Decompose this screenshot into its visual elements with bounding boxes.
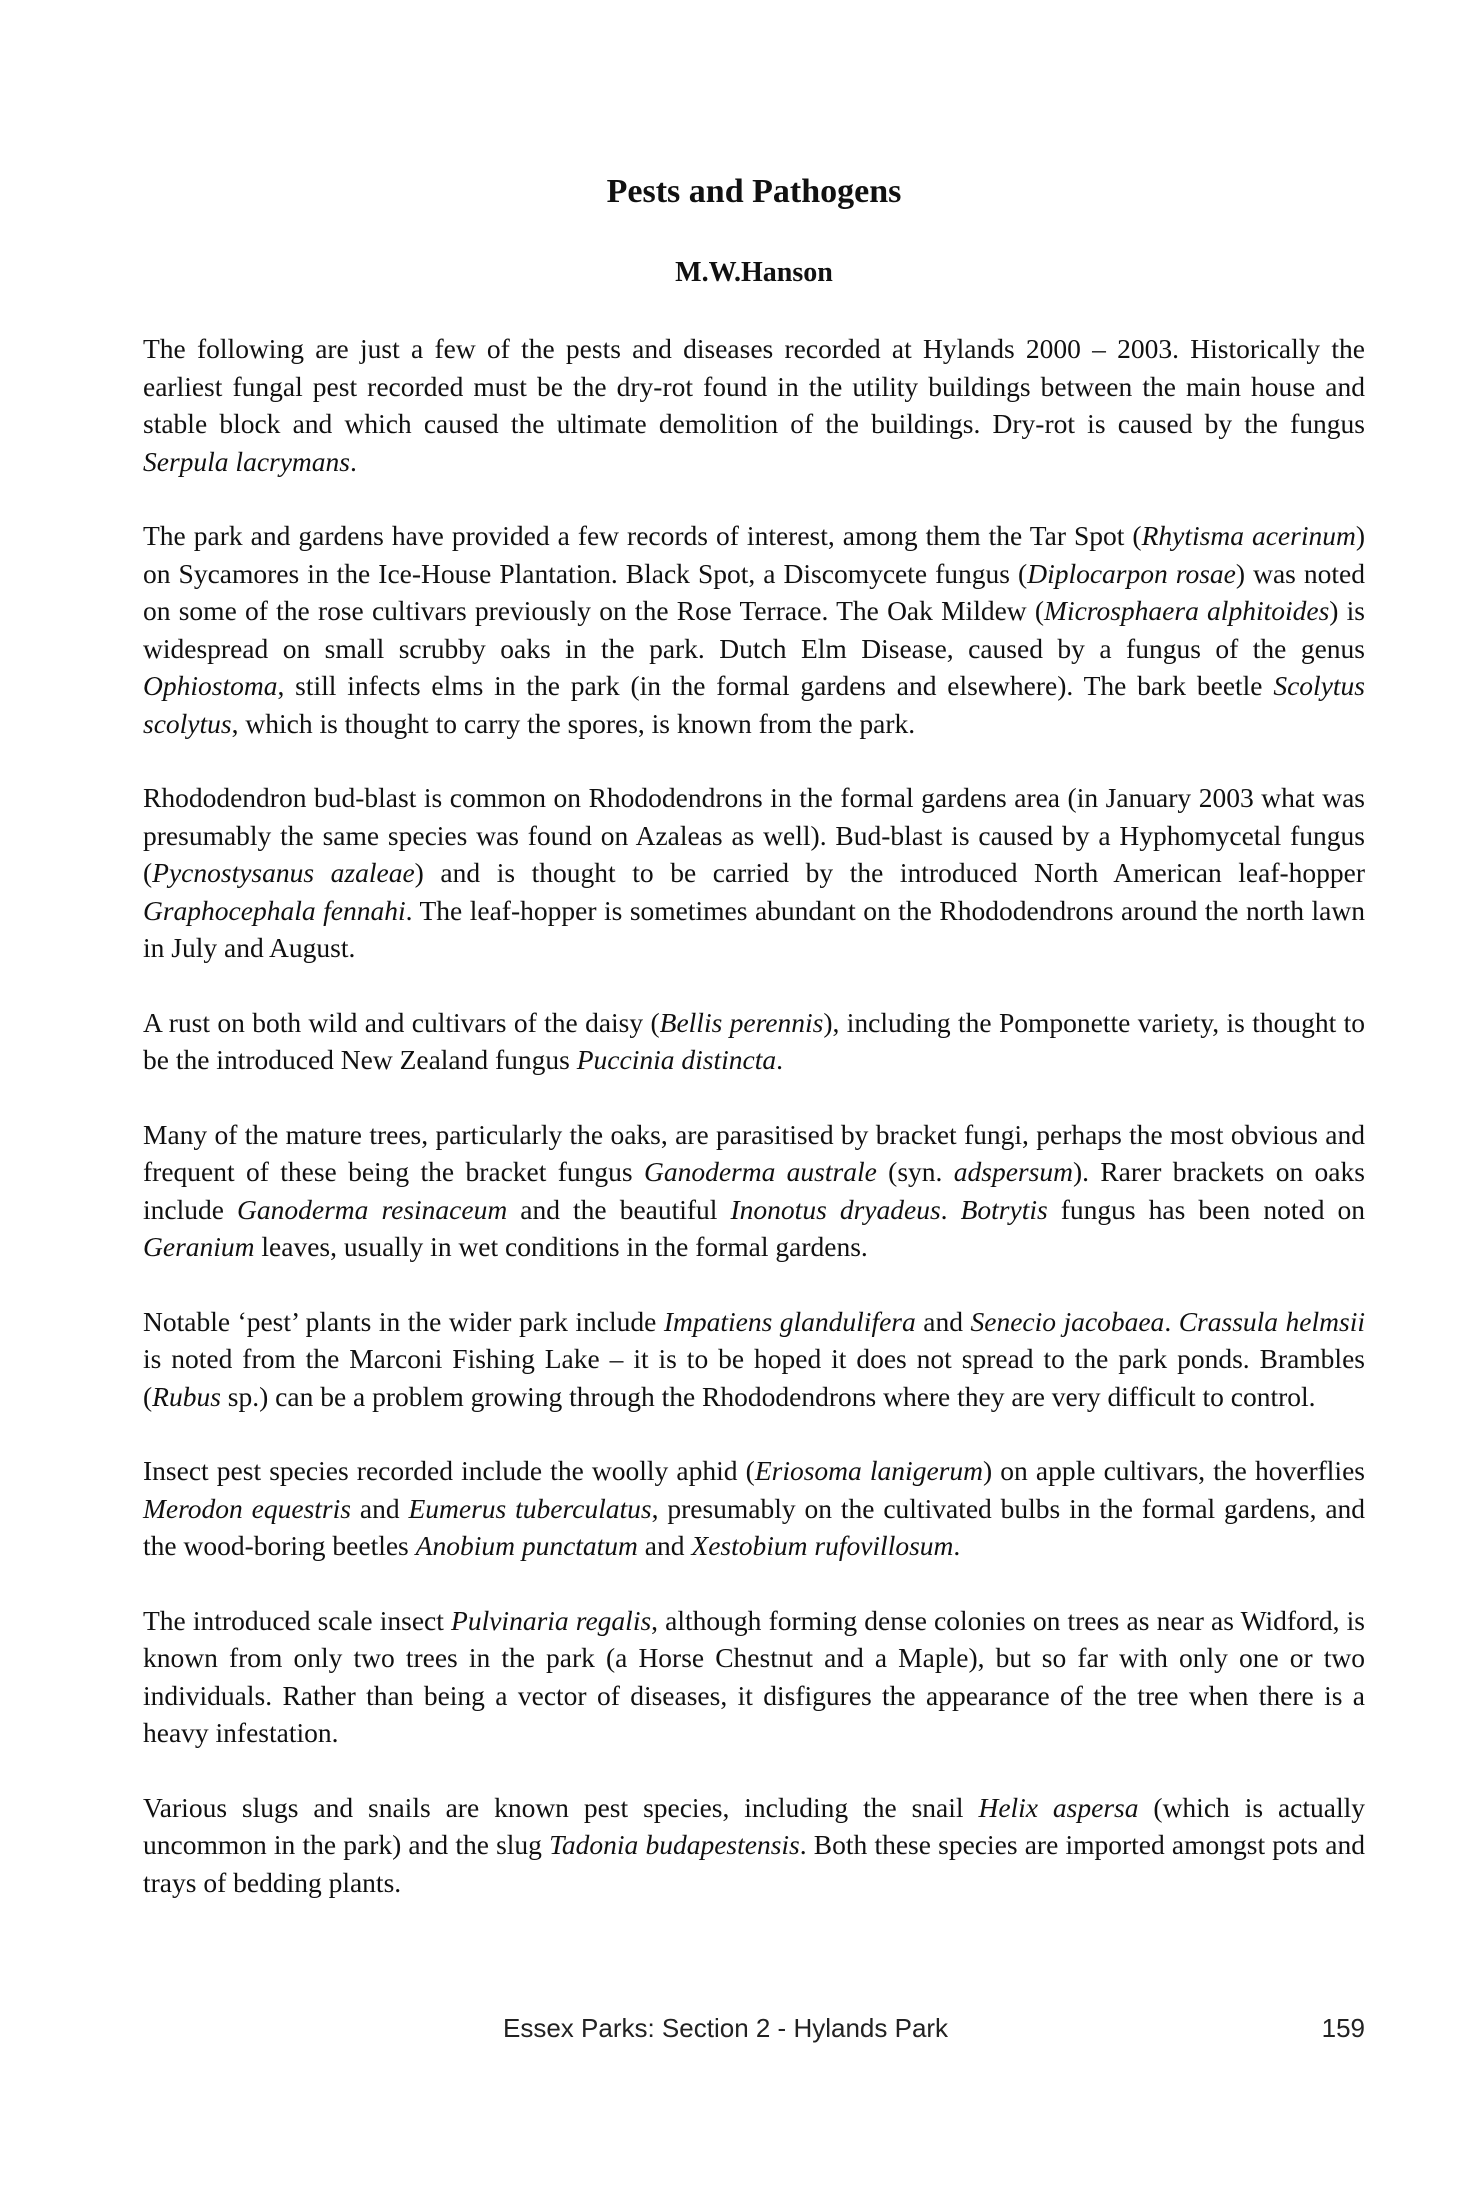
- species-name: Merodon equestris: [143, 1492, 351, 1524]
- text-run: The park and gardens have provided a few records of interest, among them the Tar Spot (: [143, 520, 1142, 551]
- page-footer: [143, 2010, 1365, 2046]
- species-name: Serpula lacrymans: [143, 445, 350, 477]
- running-title: Essex Parks: Section 2 - Hylands Park: [503, 2013, 949, 2043]
- species-name: Graphocephala fennahi: [143, 894, 406, 926]
- text-run: leaves, usually in wet conditions in the formal gardens.: [254, 1231, 868, 1262]
- text-run: and the beautiful: [507, 1193, 731, 1225]
- text-run: The introduced scale insect: [143, 1604, 452, 1636]
- text-run: (which is actually uncommon in the park) and the slug: [143, 1791, 1366, 1860]
- text-run: .: [1164, 1305, 1179, 1337]
- species-name: Rhytisma acerinum: [1141, 520, 1356, 551]
- species-name: Helix aspersa: [978, 1791, 1139, 1823]
- species-name: Ophiostoma: [143, 670, 278, 701]
- paragraph: [143, 1116, 1365, 1266]
- text-run: , presumably on the cultivated bulbs in the formal gardens, and the wood-boring beetles: [143, 1492, 1366, 1561]
- author-name: M.W.Hanson: [675, 257, 833, 288]
- text-run: .: [940, 1193, 961, 1225]
- page-number: 159: [1321, 2013, 1365, 2043]
- paragraph: [143, 330, 1365, 480]
- text-run: Notable ‘pest’ plants in the wider park include: [143, 1305, 664, 1337]
- text-run: ) and is thought to be carried by the introduced North American leaf-hopper: [414, 857, 1365, 888]
- text-run: , although forming dense colonies on trees as near as Widford, is known from only two trees in the park (a Horse Chestnut and a Maple), but so far with only one or two individuals. Rather than being a vector of diseases, it disfigures the appearance of the tree when there is a heavy infestation.: [143, 1604, 1366, 1748]
- text-run: . Both these species are imported amongst pots and trays of bedding plants.: [143, 1829, 1365, 1898]
- text-run: Rhododendron bud-blast is common on Rhododendrons in the formal gardens area (in January 2003 what was presumably the same species was found on Azaleas as well). Bud-blast is caused by a Hyphomycetal fungus (: [143, 782, 1365, 888]
- species-name: Bellis perennis: [659, 1006, 824, 1038]
- species-name: Xestobium rufovillosum: [691, 1530, 954, 1561]
- species-name: Ganoderma australe: [643, 1156, 877, 1187]
- text-run: Many of the mature trees, particularly the oaks, are parasitised by bracket fungi, perhaps the most obvious and frequent of these being the bracket fungus: [143, 1118, 1365, 1187]
- text-run: .: [776, 1044, 783, 1075]
- species-name: Anobium punctatum: [415, 1530, 638, 1561]
- species-name: Rubus: [152, 1380, 221, 1412]
- species-name: Pycnostysanus azaleae: [152, 857, 415, 888]
- paragraph: [143, 1004, 1365, 1079]
- species-name: Microsphaera alphitoides: [1044, 595, 1330, 626]
- species-name: Inonotus dryadeus: [730, 1193, 941, 1225]
- paragraph: [143, 517, 1365, 742]
- text-run: and: [350, 1492, 409, 1524]
- text-run: ) is widespread on small scrubby oaks in the park. Dutch Elm Disease, caused by a fungus of the genus: [143, 595, 1366, 664]
- paragraph: [143, 1303, 1365, 1416]
- page-title: Pests and Pathogens: [606, 173, 902, 210]
- text-run: ) on apple cultivars, the hoverflies: [982, 1455, 1365, 1486]
- text-run: , which is thought to carry the spores, is known from the park.: [231, 707, 916, 739]
- paragraph: [143, 1789, 1365, 1902]
- article-body: [143, 330, 1365, 1938]
- text-run: and: [915, 1305, 971, 1337]
- species-name: Geranium: [143, 1231, 255, 1262]
- species-name: Puccinia distincta: [576, 1044, 777, 1075]
- species-name: Eumerus tuberculatus: [408, 1492, 652, 1524]
- text-run: sp.) can be a problem growing through the Rhododendrons where they are very difficult to control.: [220, 1380, 1316, 1412]
- text-run: .: [350, 445, 357, 477]
- text-run: is noted from the Marconi Fishing Lake – it is to be hoped it does not spread to the park ponds. Brambles (: [143, 1343, 1365, 1412]
- text-run: Insect pest species recorded include the woolly aphid (: [143, 1455, 755, 1486]
- text-run: fungus has been noted on: [1047, 1193, 1366, 1225]
- species-name: Tadonia budapestensis: [549, 1829, 800, 1860]
- text-run: , still infects elms in the park (in the formal gardens and elsewhere). The bark beetle: [277, 670, 1274, 701]
- text-run: ), including the Pomponette variety, is thought to be the introduced New Zealand fungus: [143, 1006, 1365, 1075]
- text-run: The following are just a few of the pests and diseases recorded at Hylands 2000 – 2003. Historically the earliest fungal pest recorded must be the dry-rot found in the utility buildings between the main house and stable block and which caused the ultimate demolition of the buildings. Dry-rot is caused by the fungus: [143, 333, 1365, 439]
- text-run: and: [637, 1530, 692, 1561]
- text-run: Various slugs and snails are known pest species, including the snail: [143, 1791, 979, 1823]
- paragraph: [143, 1602, 1365, 1752]
- species-name: Eriosoma lanigerum: [754, 1455, 983, 1486]
- species-name: adspersum: [953, 1156, 1073, 1187]
- species-name: Senecio jacobaea: [970, 1305, 1165, 1337]
- species-name: Diplocarpon rosae: [1027, 557, 1236, 589]
- species-name: Botrytis: [960, 1193, 1048, 1225]
- text-run: (syn.: [876, 1156, 954, 1187]
- text-run: . The leaf-hopper is sometimes abundant on the Rhododendrons around the north lawn in July and August.: [143, 894, 1365, 963]
- species-name: Pulvinaria regalis: [451, 1604, 652, 1636]
- text-run: ) was noted on some of the rose cultivars previously on the Rose Terrace. The Oak Mildew (: [143, 557, 1365, 626]
- text-run: .: [953, 1530, 961, 1561]
- species-name: Crassula helmsii: [1178, 1305, 1365, 1337]
- species-name: Ganoderma resinaceum: [237, 1193, 508, 1225]
- species-name: Scolytus scolytus: [143, 670, 1365, 739]
- text-run: A rust on both wild and cultivars of the daisy (: [143, 1006, 660, 1038]
- text-run: ) on Sycamores in the Ice-House Plantation. Black Spot, a Discomycete fungus (: [143, 520, 1366, 589]
- text-run: ). Rarer brackets on oaks include: [143, 1156, 1365, 1225]
- paragraph: [143, 1452, 1365, 1565]
- document-page: [143, 0, 1365, 2185]
- species-name: Impatiens glandulifera: [663, 1305, 916, 1337]
- paragraph: [143, 779, 1365, 967]
